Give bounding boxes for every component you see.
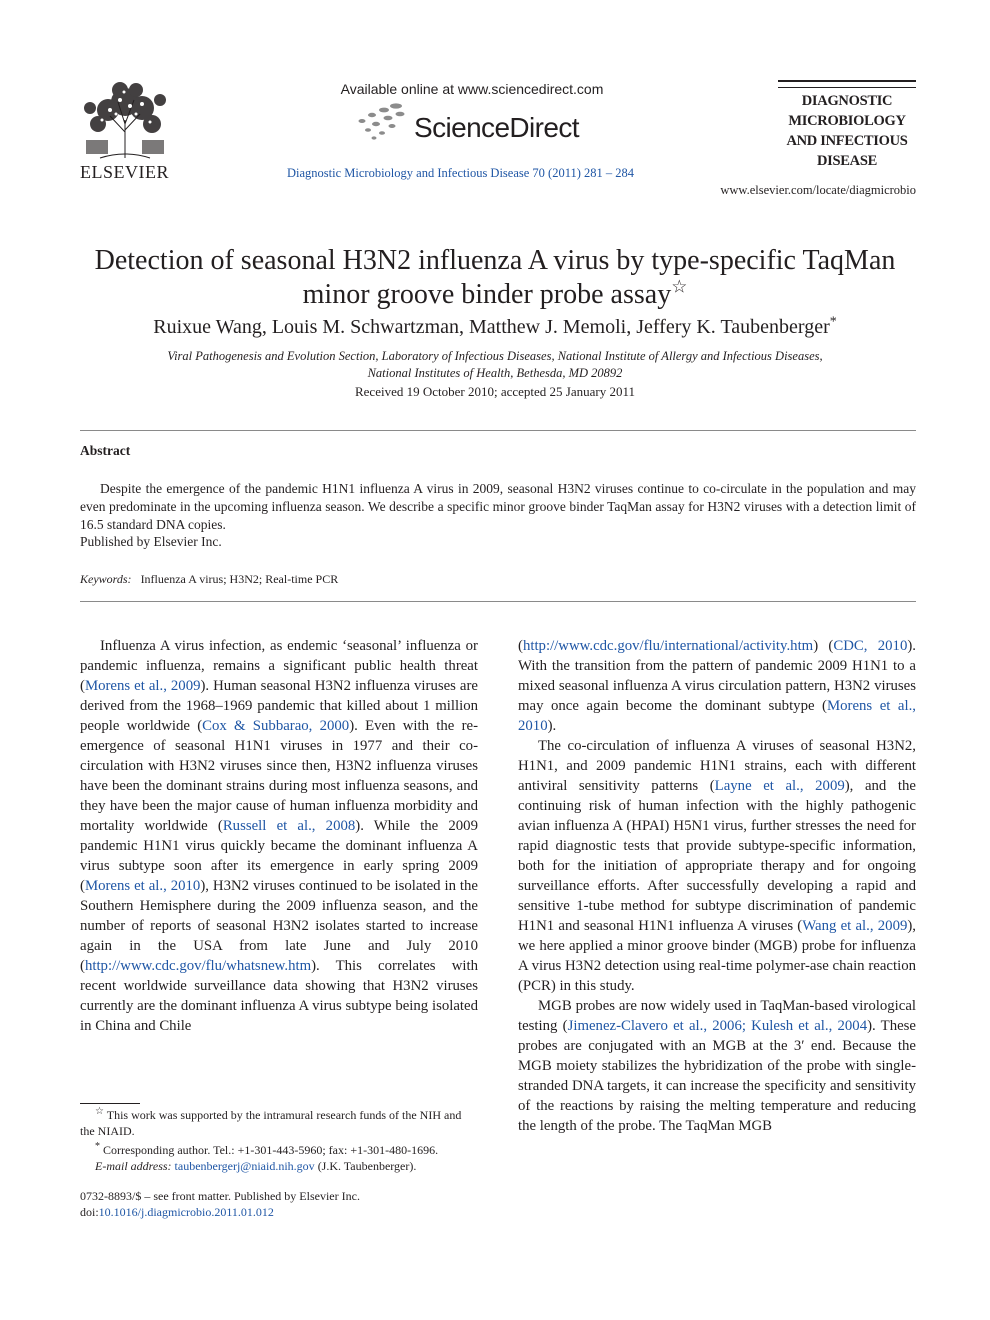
journal-title — [778, 82, 916, 171]
affiliation — [100, 348, 890, 382]
text-run: ). — [547, 718, 557, 734]
text-run: ( — [518, 638, 523, 654]
journal-url[interactable]: www.elsevier.com/locate/diagmicrobio — [720, 183, 916, 197]
footnote-rule — [80, 1103, 140, 1104]
email-label: E-mail address: — [95, 1159, 172, 1173]
citation-link[interactable]: Jimenez-Clavero et al., 2006; Kulesh et al., 2004 — [567, 1018, 868, 1034]
funding-text: This work was supported by the intramural research funds of the NIH and the NIAID. — [80, 1108, 462, 1138]
affiliation-line: Viral Pathogenesis and Evolution Section, Laboratory of Infectious Diseases, National Institute of Allergy and Infectious Diseases, — [167, 349, 823, 363]
text-run: ). Human seasonal H3N2 influenza viruses are derived from the 1968–1969 pandemic that killed about 1 million people worldwide ( — [80, 678, 478, 734]
body-column-right — [518, 636, 916, 1136]
doi-label: doi: — [80, 1205, 99, 1219]
text-run: The co-circulation of influenza A viruses of seasonal H3N2, H1N1, and 2009 pandemic H1N1 strains, each with different antiviral sensitivity patterns ( — [518, 738, 916, 794]
journal-title-line: AND INFECTIOUS — [786, 133, 908, 149]
keywords — [80, 572, 338, 587]
authors-text: Ruixue Wang, Louis M. Schwartzman, Matthew J. Memoli, Jeffery K. Taubenberger — [153, 316, 830, 338]
paragraph — [518, 736, 916, 996]
affiliation-line: National Institutes of Health, Bethesda, MD 20892 — [367, 366, 623, 380]
text-run: ), and the continuing risk of human infection with the highly pathogenic avian influenza A (HPAI) H5N1 virus, further stresses the need for rapid diagnostic tests that provide subtype-specific information, both for the initiation of appropriate therapy and for ongoing surveillance efforts. After successfully developing a rapid and sensitive 1-tube method for subtype discrimination of pandemic H1N1 and seasonal H1N1 influenza A viruses ( — [518, 778, 916, 934]
citation-link[interactable]: Layne et al., 2009 — [714, 778, 845, 794]
divider — [80, 430, 916, 431]
email-suffix: (J.K. Taubenberger). — [317, 1159, 417, 1173]
text-run: ), we here applied a minor groove binder (MGB) probe for influenza A virus H3N2 detection using real-time polymer-ase chain reaction (PCR) in this study. — [518, 918, 917, 994]
journal-masthead — [778, 80, 916, 171]
journal-citation[interactable]: Diagnostic Microbiology and Infectious Disease 70 (2011) 281 – 284 — [287, 166, 635, 180]
sciencedirect-wordmark: ScienceDirect — [414, 112, 579, 143]
journal-title-line: DIAGNOSTIC — [801, 93, 893, 109]
text-run: Influenza A virus infection, as endemic ‘seasonal’ influenza or pandemic influenza, remains a significant public health threat ( — [80, 638, 478, 694]
title-line — [60, 278, 930, 312]
paragraph — [518, 996, 916, 1136]
paragraph — [518, 636, 916, 736]
paragraph — [80, 636, 478, 1036]
elsevier-tree-logo — [80, 80, 170, 160]
body-column-left — [80, 636, 478, 1036]
corresponding-footnote — [80, 1142, 478, 1158]
text-run: MGB probes are now widely used in TaqMan-based virological testing ( — [518, 998, 916, 1034]
citation-link[interactable]: CDC, 2010 — [833, 638, 908, 654]
title-footnote-mark[interactable]: ☆ — [671, 276, 688, 297]
received-dates: Received 19 October 2010; accepted 25 January 2011 — [354, 384, 635, 399]
text-run: ). These probes are conjugated with an MGB at the 3′ end. Because the MGB moiety stabilizes the hybridization of the probe with single-stranded DNA targets, it can increase the specificity and sensitivity of the reactions by raising the melting temperature and reducing the length of the probe. The TaqMan MGB — [518, 1018, 916, 1134]
email-footnote — [80, 1158, 478, 1174]
text-run: ). Even with the re-emergence of seasonal H1N1 viruses in 1977 and their co-circulation with H3N2 viruses since then, H3N2 influenza viruses have been the dominant strains during most influenza seasons, and they have been the major cause of human influenza morbidity and mortality worldwide ( — [80, 718, 479, 834]
doi-link[interactable]: 10.1016/j.diagmicrobio.2011.01.012 — [98, 1205, 274, 1219]
citation-link[interactable]: Cox & Subbarao, 2000 — [202, 718, 350, 734]
citation-link[interactable]: Morens et al., 2010 — [518, 698, 916, 734]
abstract-heading: Abstract — [80, 443, 131, 458]
journal-title-line: MICROBIOLOGY — [788, 113, 906, 129]
article-title — [60, 244, 930, 312]
citation-link[interactable]: Morens et al., 2009 — [84, 678, 201, 694]
journal-title-line: DISEASE — [817, 153, 877, 169]
email-link[interactable]: taubenbergerj@niaid.nih.gov — [174, 1159, 315, 1173]
text-run: ). While the 2009 pandemic H1N1 virus quickly became the dominant influenza A virus subtype soon after its emergence in early spring 2009 ( — [80, 818, 478, 894]
author-list — [60, 316, 930, 339]
elsevier-wordmark: ELSEVIER — [80, 162, 169, 182]
text-run: ) ( — [813, 638, 834, 654]
abstract-text: Despite the emergence of the pandemic H1N1 influenza A virus in 2009, seasonal H3N2 viruses continue to co-circulate in the population and may even predominate in the upcoming influenza season. We describe a specific minor groove binder TaqMan assay for H3N2 viruses with a detection limit of 16.5 standard DNA copies. — [80, 481, 916, 532]
corresponding-mark[interactable]: * — [829, 314, 837, 330]
corresponding-text: Corresponding author. Tel.: +1-301-443-5960; fax: +1-301-480-1696. — [103, 1143, 439, 1157]
title-line: Detection of seasonal H3N2 influenza A virus by type-specific TaqMan — [94, 245, 896, 276]
url-link[interactable]: http://www.cdc.gov/flu/whatsnew.htm — [84, 958, 312, 974]
citation-link[interactable]: Wang et al., 2009 — [802, 918, 908, 934]
keywords-list: Influenza A virus; H3N2; Real-time PCR — [140, 572, 339, 586]
text-run: ). This correlates with recent worldwide surveillance data showing that H3N2 viruses currently are the dominant influenza A virus subtype being isolated in China and Chile — [80, 958, 478, 1034]
sciencedirect-dots-icon — [356, 102, 412, 142]
title-line-text: minor groove binder probe assay — [302, 279, 672, 310]
citation-link[interactable]: Morens et al., 2010 — [84, 878, 201, 894]
doi-line — [80, 1204, 478, 1220]
masthead-rule — [778, 87, 916, 88]
funding-footnote — [80, 1107, 478, 1139]
publisher-line: Published by Elsevier Inc. — [80, 534, 222, 549]
url-link[interactable]: http://www.cdc.gov/flu/international/activity.htm — [522, 638, 814, 654]
divider — [80, 601, 916, 602]
text-run: ). With the transition from the pattern of pandemic 2009 H1N1 to a mixed seasonal influenza A virus circulation pattern, H3N2 viruses may once again become the dominant subtype ( — [518, 638, 916, 714]
keywords-label: Keywords: — [80, 572, 132, 586]
citation-link[interactable]: Russell et al., 2008 — [222, 818, 356, 834]
footnote-mark: * — [95, 1141, 100, 1152]
footnote-mark: ☆ — [95, 1106, 104, 1117]
available-online-text: Available online at www.sciencedirect.com — [340, 81, 604, 97]
issn-line: 0732-8893/$ – see front matter. Published by Elsevier Inc. — [80, 1189, 360, 1203]
text-run: ), H3N2 viruses continued to be isolated in the Southern Hemisphere during the 2009 influenza season, and the number of reports of seasonal H3N2 isolates started to increase again in the USA from late June and July 2010 ( — [80, 878, 479, 974]
